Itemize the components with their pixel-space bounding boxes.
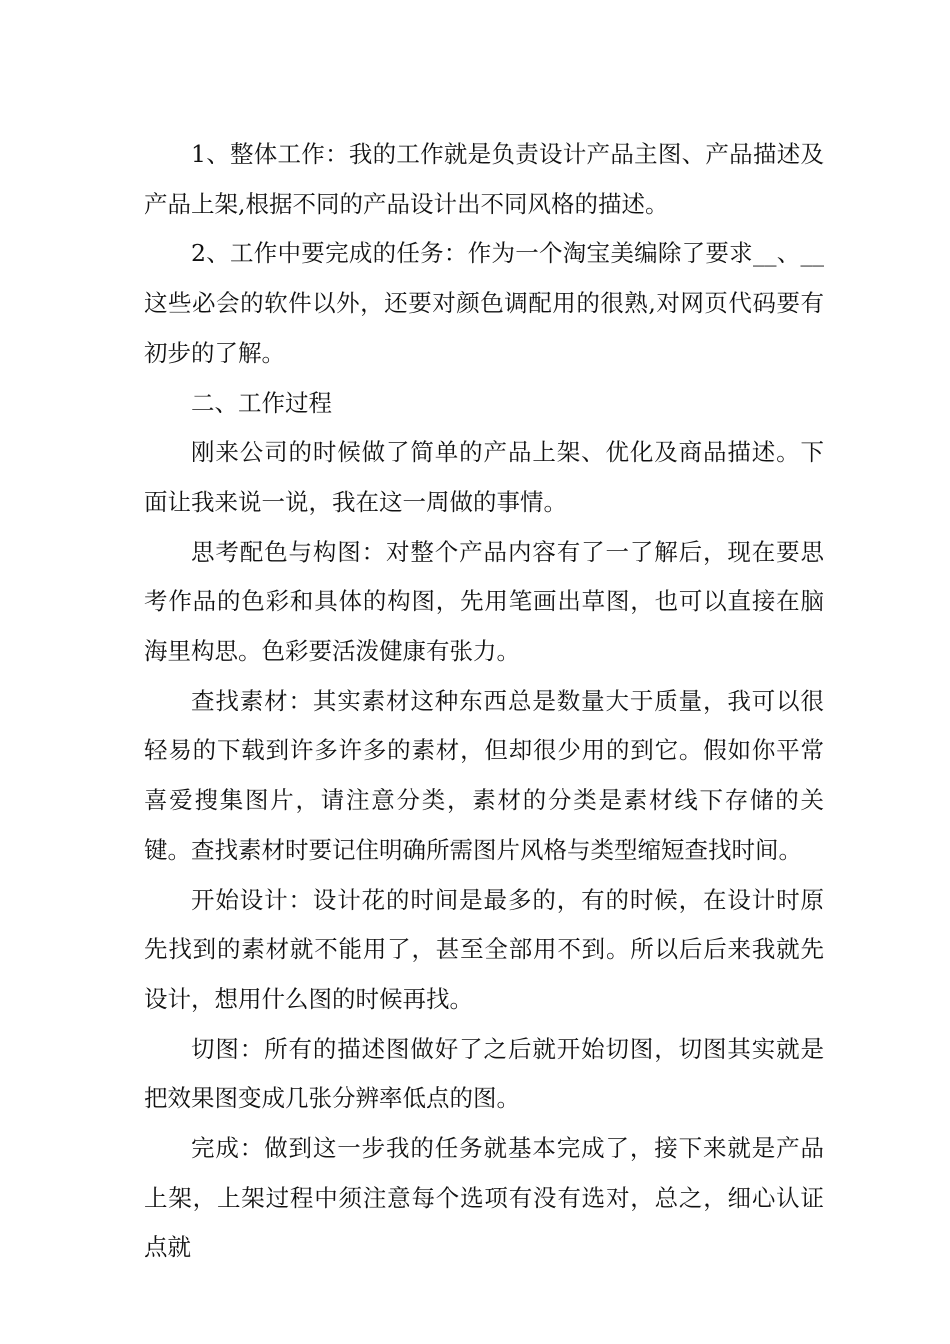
section-heading-work-process: 二、工作过程	[191, 388, 332, 417]
paragraph-intro: 刚来公司的时候做了简单的产品上架、优化及商品描述。下面让我来说一说，我在这一周做的事情。	[144, 438, 824, 516]
paragraph-tasks: 2、工作中要完成的任务：作为一个淘宝美编除了要求__、__这些必会的软件以外，还要对颜色调配用的很熟,对网页代码要有初步的了解。	[144, 239, 824, 367]
paragraph-complete: 完成：做到这一步我的任务就基本完成了，接下来就是产品上架，上架过程中须注意每个选项有没有选对，总之，细心认证点就	[144, 1134, 824, 1262]
paragraph-slicing: 切图：所有的描述图做好了之后就开始切图，切图其实就是把效果图变成几张分辨率低点的图。	[144, 1034, 824, 1113]
paragraph-find-materials: 查找素材：其实素材这种东西总是数量大于质量，我可以很轻易的下载到许多许多的素材，但却很少用的到它。假如你平常喜爱搜集图片，请注意分类，素材的分类是素材线下存储的关键。查找素材时要记住明确所需图片风格与类型缩短查找时间。	[144, 686, 824, 864]
paragraph-overall-work: 1、整体工作：我的工作就是负责设计产品主图、产品描述及产品上架,根据不同的产品设计出不同风格的描述。	[144, 140, 824, 218]
paragraph-color-composition: 思考配色与构图：对整个产品内容有了一了解后，现在要思考作品的色彩和具体的构图，先用笔画出草图，也可以直接在脑海里构思。色彩要活泼健康有张力。	[144, 537, 824, 666]
paragraph-start-design: 开始设计：设计花的时间是最多的，有的时候，在设计时原先找到的素材就不能用了，甚至全部用不到。所以后后来我就先设计，想用什么图的时候再找。	[144, 885, 824, 1013]
document-body	[144, 130, 824, 1273]
